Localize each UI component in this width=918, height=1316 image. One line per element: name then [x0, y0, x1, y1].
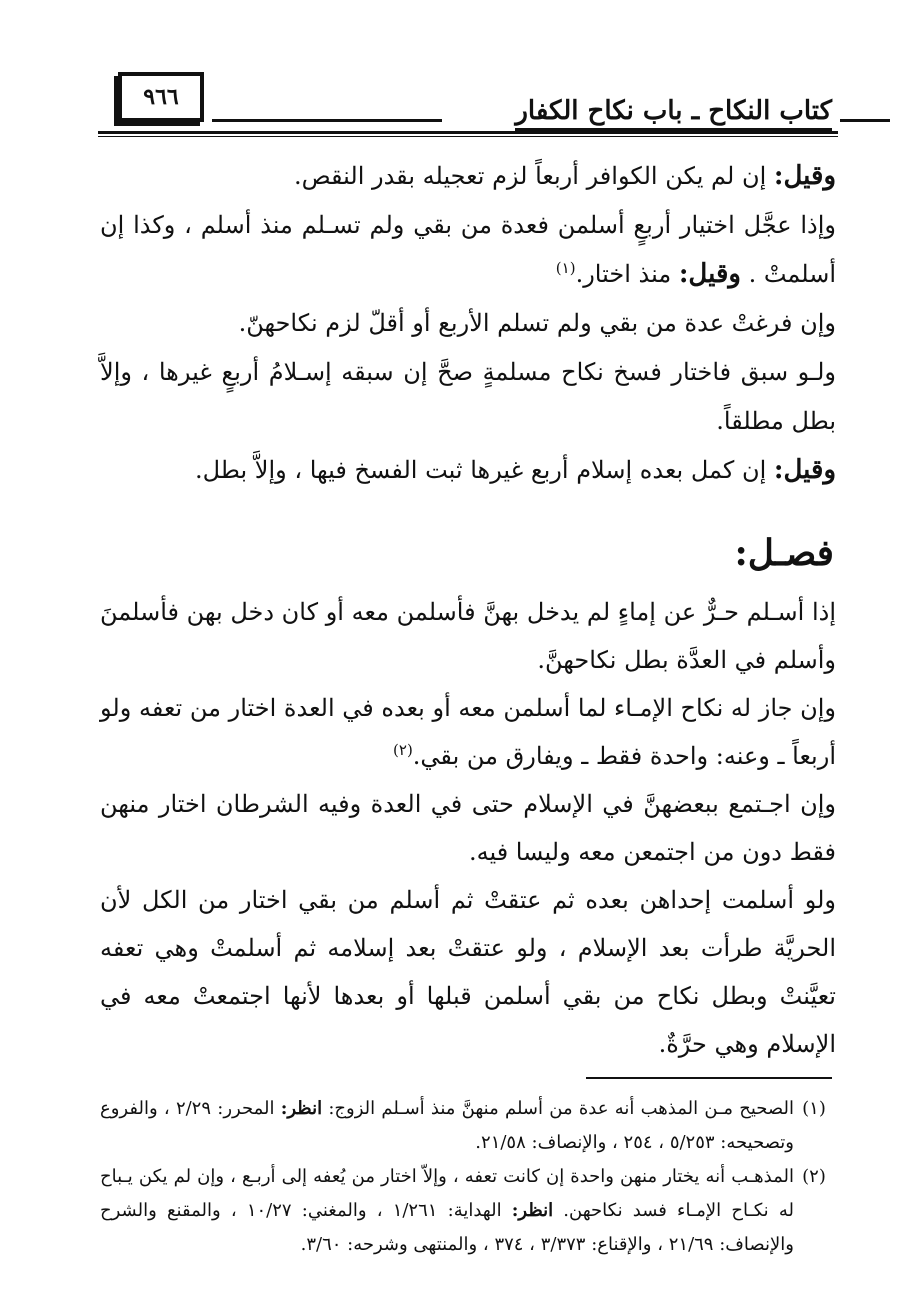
paragraph-keyword: وقيل:	[773, 161, 836, 191]
footnote-marker: (١)	[555, 259, 576, 277]
paragraph	[100, 299, 836, 348]
paragraph-keyword: وقيل:	[678, 259, 741, 289]
paragraph	[100, 201, 836, 299]
footnote-text	[100, 1160, 794, 1262]
paragraph	[100, 684, 836, 780]
paragraph	[100, 152, 836, 201]
header-rule	[98, 131, 838, 137]
paragraph-text: ولـو سبق فاختار فسخ نكاح مسلمةٍ صحَّ إن سبقه إسـلامُ أربعٍ غيرها ، وإلاَّ بطل مطلقاً.	[100, 358, 836, 435]
body-text-top	[100, 152, 836, 495]
footnote-number: (٢)	[802, 1166, 826, 1187]
section-heading	[734, 532, 834, 574]
paragraph-text: وإن اجـتمع ببعضهنَّ في الإسلام حتى في العدة وفيه الشرطان اختار منهن فقط دون من اجتمعن معه وليسا فيه.	[100, 790, 836, 866]
footnotes	[100, 1092, 834, 1262]
paragraph-text: وإذا عجَّل اختيار أربعٍ أسلمن فعدة من بقي ولم تسـلم منذ أسلم ، وكذا إن أسلمتْ .	[100, 211, 836, 288]
paragraph	[100, 446, 836, 495]
footnote-text	[100, 1092, 794, 1160]
paragraph-text: منذ اختار.	[575, 260, 679, 288]
footnote-see-label: انظر:	[280, 1098, 323, 1119]
footnote-text-part: المذهـب أنه يختار منهن واحدة إن كانت تعفه ، وإلاّ اختار من يُعفه إلى أربـع ، وإن لم يكن يـباح له نكـاح الإمـاء فسد نكاحهن.	[100, 1166, 794, 1221]
header-dash-right	[840, 119, 890, 122]
body-text-bottom	[100, 588, 836, 1068]
footnote-marker: (٢)	[393, 741, 413, 759]
paragraph-text: وإن فرغتْ عدة من بقي ولم تسلم الأربع أو أقلّ لزم نكاحهنّ.	[238, 309, 836, 337]
paragraph	[100, 876, 836, 1068]
running-header-title: كتاب النكاح ـ باب نكاح الكفار	[515, 96, 832, 131]
footnote-separator	[586, 1077, 832, 1079]
footnote-text-part: الهداية: ١/٢٦١ ، والمغني: ١٠/٢٧ ، والمقنع والشرح والإنصاف: ٢١/٦٩ ، والإقناع: ٣/٣٧٣ ، ٣٧٤ ، والمنتهى وشرحه: ٣/٦٠.	[100, 1200, 794, 1255]
paragraph	[100, 348, 836, 446]
paragraph-text: إن كمل بعده إسلام أربع غيرها ثبت الفسخ فيها ، وإلاَّ بطل.	[194, 456, 774, 484]
footnote-text-part: المحرر: ٢/٢٩ ، والفروع وتصحيحه: ٥/٢٥٣ ، ٢٥٤ ، والإنصاف: ٢١/٥٨.	[100, 1098, 794, 1153]
page-number: ٩٦٦	[143, 84, 179, 110]
paragraph-text: إذا أسـلم حـرٌّ عن إماءٍ لم يدخل بهنَّ فأسلمن معه أو كان دخل بهن فأسلمنَ وأسلم في العدَّة بطل نكاحهنَّ.	[100, 598, 836, 674]
footnote-see-label: انظر:	[511, 1200, 554, 1221]
footnote-number: (١)	[802, 1098, 826, 1119]
paragraph-text: إن لم يكن الكوافر أربعاً لزم تعجيله بقدر النقص.	[293, 162, 774, 190]
section-heading-text: فصـل:	[734, 532, 834, 574]
paragraph	[100, 780, 836, 876]
paragraph-text: وإن جاز له نكاح الإمـاء لما أسلمن معه أو بعده في العدة اختار من تعفه ولو أربعاً ـ وعنه: واحدة فقط ـ ويفارق من بقي.	[100, 694, 836, 770]
header-dash-left	[212, 119, 442, 122]
footnote	[100, 1160, 834, 1262]
paragraph	[100, 588, 836, 684]
paragraph-keyword: وقيل:	[773, 455, 836, 485]
page-number-box	[118, 72, 204, 122]
paragraph-text: ولو أسلمت إحداهن بعده ثم عتقتْ ثم أسلم من بقي اختار من الكل لأن الحريَّة طرأت بعد الإسلام ، ولو عتقتْ بعد إسلامه ثم أسلمتْ وهي تعفه تعيَّنتْ وبطل نكاح من بقي أسلمن قبلها أو بعدها لأنها اجتمعتْ معه في الإسلام وهي حرَّةٌ.	[100, 886, 836, 1058]
footnote-text-part: الصحيح مـن المذهب أنه عدة من أسلم منهنَّ منذ أسـلم الزوج:	[322, 1098, 794, 1119]
footnote	[100, 1092, 834, 1160]
